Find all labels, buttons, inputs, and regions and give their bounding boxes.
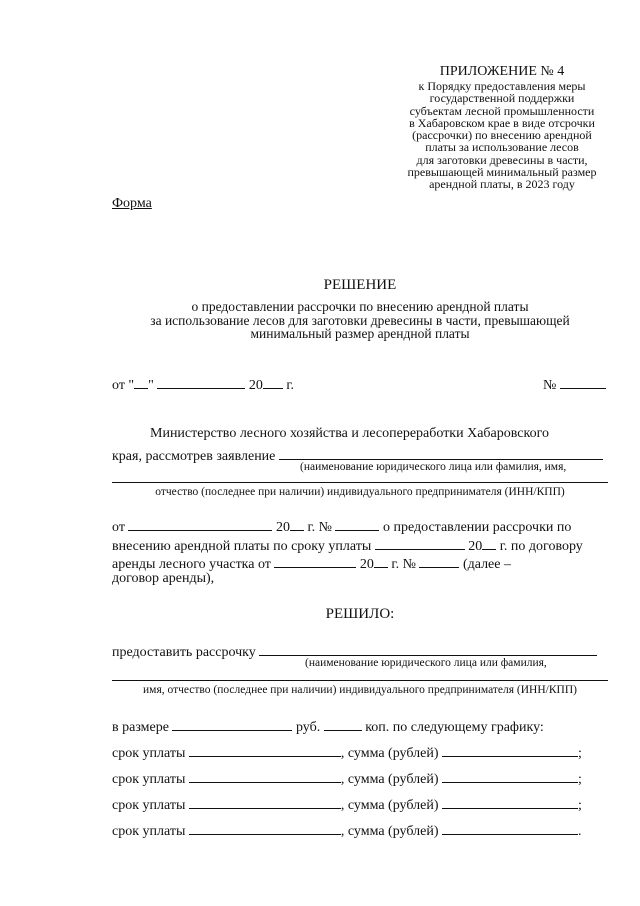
schedule-label: срок уплаты: [112, 746, 186, 761]
app-year: 20: [275, 520, 290, 535]
number-label: №: [543, 378, 557, 393]
grant-note-2: имя, отчество (последнее при наличии) индивидуального предпринимателя (ИНН/КПП): [143, 684, 577, 696]
lease-g: г. №: [391, 557, 416, 572]
app-from: от: [112, 520, 125, 535]
subtitle-line: о предоставлении рассрочки по внесению арендной платы: [191, 299, 529, 314]
grant-blank-2[interactable]: [112, 680, 608, 681]
grant-blank[interactable]: [259, 641, 597, 656]
schedule-sum-blank[interactable]: [442, 794, 578, 809]
schedule-end: ;: [577, 772, 582, 787]
rub-blank[interactable]: [172, 716, 292, 731]
app-year-blank[interactable]: [290, 516, 304, 531]
kop-blank[interactable]: [324, 716, 362, 731]
document-subtitle: [0, 300, 640, 341]
schedule-date-blank[interactable]: [189, 742, 341, 757]
rub-label: руб.: [295, 720, 321, 735]
subtitle-line: минимальный размер арендной платы: [250, 326, 470, 341]
schedule-row: [112, 794, 582, 814]
schedule-label: срок уплаты: [112, 772, 186, 787]
schedule-row: [112, 768, 582, 788]
date-quote-close: ": [148, 378, 154, 393]
schedule-sum-blank[interactable]: [442, 768, 578, 783]
schedule-date-blank[interactable]: [189, 820, 341, 835]
app-date-blank[interactable]: [128, 516, 272, 531]
resolved-heading: РЕШИЛО:: [325, 606, 395, 622]
decision-number: [543, 374, 606, 394]
appendix-line: государственной поддержки: [429, 91, 575, 106]
schedule-sum-blank[interactable]: [442, 820, 578, 835]
schedule-date-blank[interactable]: [189, 768, 341, 783]
schedule-row: [112, 820, 581, 840]
lease-year: 20: [359, 557, 374, 572]
lease-number-blank[interactable]: [419, 553, 459, 568]
payment-term-blank[interactable]: [375, 535, 465, 550]
schedule-row: [112, 742, 582, 762]
application-line-4: договор аренды),: [112, 571, 215, 586]
appendix-line: к Порядку предоставления меры: [418, 79, 586, 93]
lease-year-blank[interactable]: [374, 553, 388, 568]
schedule-end: .: [577, 824, 582, 839]
day-blank[interactable]: [134, 374, 148, 389]
app-tail: о предоставлении рассрочки по: [382, 520, 572, 535]
application-line-2: [112, 535, 583, 555]
appendix-line: платы за использование лесов: [425, 140, 579, 155]
schedule-sum-label: , сумма (рублей): [340, 798, 439, 813]
appendix-line: превышающей минимальный размер: [407, 165, 597, 180]
schedule-date-blank[interactable]: [189, 794, 341, 809]
amount-line: [112, 716, 544, 736]
subtitle-line: за использование лесов для заготовки древесины в части, превышающей: [150, 312, 570, 328]
application-line-3: [112, 553, 511, 573]
appendix-block: [372, 64, 632, 191]
year-blank[interactable]: [263, 374, 283, 389]
year-suffix: г.: [286, 378, 295, 393]
payment-year-blank[interactable]: [482, 535, 496, 550]
grant-note-1: (наименование юридического лица или фамилия,: [305, 657, 547, 669]
date-from-label: от ": [112, 378, 135, 393]
applicant-blank[interactable]: [279, 445, 603, 460]
schedule-sum-blank[interactable]: [442, 742, 578, 757]
app-number-blank[interactable]: [335, 516, 379, 531]
applicant-blank-2[interactable]: [112, 482, 608, 483]
month-blank[interactable]: [157, 374, 245, 389]
ministry-line-1: Министерство лесного хозяйства и лесопереработки Хабаровского: [150, 426, 549, 441]
appendix-line: (рассрочки) по внесению арендной: [412, 128, 592, 143]
schedule-sum-label: , сумма (рублей): [340, 772, 439, 787]
schedule-end: ;: [577, 746, 582, 761]
schedule-label: срок уплаты: [112, 824, 186, 839]
document-title: РЕШЕНИЕ: [323, 277, 397, 293]
schedule-sum-label: , сумма (рублей): [340, 746, 439, 761]
amount-prefix: в размере: [112, 720, 169, 735]
payment-tail: г. по договору: [499, 539, 583, 554]
schedule-end: ;: [577, 798, 582, 813]
amount-tail: коп. по следующему графику:: [365, 720, 544, 735]
schedule-sum-label: , сумма (рублей): [340, 824, 439, 839]
appendix-line: субъектам лесной промышленности: [409, 103, 595, 118]
application-line-1: [112, 516, 571, 536]
appendix-line: для заготовки древесины в части,: [416, 152, 588, 167]
app-g: г. №: [307, 520, 332, 535]
form-label: Форма: [112, 196, 152, 211]
lease-tail: (далее –: [462, 557, 511, 572]
year-prefix: 20: [248, 378, 263, 393]
date-line: [112, 374, 294, 394]
number-blank[interactable]: [560, 374, 606, 389]
applicant-note-1: (наименование юридического лица или фамилия, имя,: [300, 461, 567, 473]
payment-year: 20: [468, 539, 483, 554]
lease-date-blank[interactable]: [274, 553, 356, 568]
lease-text: аренды лесного участка от: [112, 557, 271, 572]
schedule-label: срок уплаты: [112, 798, 186, 813]
appendix-line: в Хабаровском крае в виде отсрочки: [409, 115, 595, 130]
appendix-line: арендной платы, в 2023 году: [429, 177, 575, 192]
grant-label: предоставить рассрочку: [112, 645, 256, 660]
ministry-line-2-text: края, рассмотрев заявление: [112, 449, 276, 464]
appendix-title: ПРИЛОЖЕНИЕ № 4: [439, 64, 565, 79]
applicant-note-2: отчество (последнее при наличии) индивидуального предпринимателя (ИНН/КПП): [155, 486, 565, 498]
payment-term-text: внесению арендной платы по сроку уплаты: [112, 539, 372, 554]
